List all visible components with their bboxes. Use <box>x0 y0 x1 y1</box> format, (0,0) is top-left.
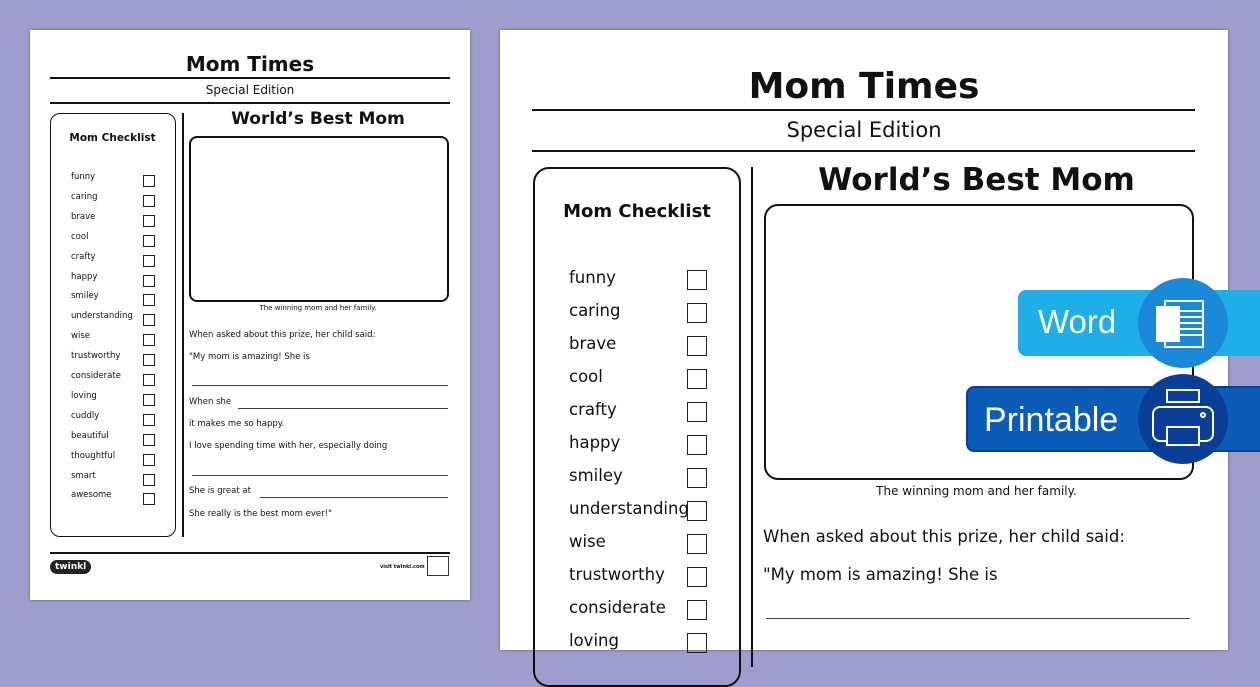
checkbox[interactable] <box>143 294 155 306</box>
badge-icon <box>427 556 449 576</box>
checklist-item: cool <box>71 231 89 242</box>
checklist-item: caring <box>569 301 621 320</box>
checkbox[interactable] <box>143 314 155 326</box>
prompt-line: She really is the best mom ever!" <box>189 509 332 519</box>
checkbox[interactable] <box>143 235 155 247</box>
checkbox[interactable] <box>687 600 707 620</box>
checklist-box <box>50 113 176 537</box>
checklist-item: understanding <box>569 499 689 518</box>
page-title: Mom Times <box>748 66 980 107</box>
checkbox[interactable] <box>687 435 707 455</box>
subtitle: Special Edition <box>205 83 295 97</box>
checkbox[interactable] <box>687 270 707 290</box>
checklist-item: funny <box>71 172 96 182</box>
feature-title: World’s Best Mom <box>231 109 405 129</box>
divider <box>50 102 450 104</box>
prompt-line: "My mom is amazing! She is <box>189 352 310 362</box>
answer-line[interactable] <box>260 497 448 498</box>
divider <box>751 167 753 667</box>
answer-line[interactable] <box>766 618 1190 619</box>
prompt-line: When asked about this prize, her child said: <box>189 330 376 340</box>
checklist-item: happy <box>569 433 621 452</box>
divider <box>532 150 1195 152</box>
prompt-line: I love spending time with her, especially doing <box>189 441 388 451</box>
printable-label: Printable <box>984 401 1119 439</box>
checklist-item: understanding <box>71 311 133 322</box>
checkbox[interactable] <box>143 334 155 346</box>
checklist-item: beautiful <box>71 430 109 441</box>
checkbox[interactable] <box>687 633 707 653</box>
checklist-item: smiley <box>569 466 623 485</box>
checkbox[interactable] <box>143 394 155 406</box>
checkbox[interactable] <box>143 374 155 386</box>
checkbox[interactable] <box>143 215 155 227</box>
checkbox[interactable] <box>687 468 707 488</box>
checklist-box <box>533 167 741 687</box>
checklist-item: trustworthy <box>569 565 665 584</box>
checkbox[interactable] <box>687 336 707 356</box>
checkbox[interactable] <box>143 195 155 207</box>
footer-divider <box>50 552 450 554</box>
checklist-item: smiley <box>71 291 99 302</box>
checkbox[interactable] <box>143 255 155 267</box>
checklist-item: considerate <box>569 598 666 617</box>
checklist-item: brave <box>569 334 617 353</box>
checklist-item: crafty <box>569 400 617 419</box>
checklist-item: happy <box>71 271 98 282</box>
checkbox[interactable] <box>687 402 707 422</box>
checkbox[interactable] <box>687 567 707 587</box>
worksheet-thumbnail[interactable] <box>30 30 470 600</box>
divider <box>50 77 450 79</box>
divider <box>532 109 1195 111</box>
checkbox[interactable] <box>143 474 155 486</box>
checklist-item: cool <box>569 367 603 386</box>
prompt-line: When asked about this prize, her child said: <box>763 527 1125 546</box>
twinkl-logo: twinkl <box>50 560 91 574</box>
checklist-item: loving <box>71 390 97 401</box>
subtitle: Special Edition <box>786 118 942 142</box>
checklist-item: wise <box>71 331 90 342</box>
checklist-title: Mom Checklist <box>69 132 156 144</box>
word-icon <box>1138 278 1228 368</box>
word-label: Word <box>1038 303 1117 340</box>
prompt-line: When she <box>189 397 232 407</box>
checklist-item: trustworthy <box>71 351 121 362</box>
checklist-item: funny <box>569 268 616 287</box>
checklist-item: wise <box>569 532 606 551</box>
checkbox[interactable] <box>687 501 707 521</box>
checkbox[interactable] <box>143 275 155 287</box>
checklist-title: Mom Checklist <box>563 201 711 222</box>
checkbox[interactable] <box>687 534 707 554</box>
checklist-item: loving <box>569 631 619 650</box>
checklist-item: smart <box>71 470 96 481</box>
checklist-item: cuddly <box>71 410 100 421</box>
checklist-item: crafty <box>71 251 96 262</box>
answer-line[interactable] <box>192 475 448 476</box>
checkbox[interactable] <box>143 175 155 187</box>
checkbox[interactable] <box>687 369 707 389</box>
prompt-line: "My mom is amazing! She is <box>763 565 998 584</box>
checkbox[interactable] <box>143 434 155 446</box>
checkbox[interactable] <box>143 354 155 366</box>
checkbox[interactable] <box>143 493 155 505</box>
answer-line[interactable] <box>192 385 448 386</box>
feature-title: World’s Best Mom <box>818 162 1135 198</box>
checkbox[interactable] <box>687 303 707 323</box>
checklist-item: awesome <box>71 490 112 501</box>
checklist-item: thoughtful <box>71 450 116 461</box>
checklist-item: brave <box>71 211 96 222</box>
caption: The winning mom and her family. <box>259 304 377 312</box>
answer-line[interactable] <box>238 408 448 409</box>
divider <box>182 113 184 537</box>
checkbox[interactable] <box>143 414 155 426</box>
caption: The winning mom and her family. <box>876 484 1077 498</box>
checkbox[interactable] <box>143 454 155 466</box>
footer-url: visit twinkl.com <box>380 564 425 570</box>
prompt-line: it makes me so happy. <box>189 419 285 429</box>
printer-icon <box>1138 374 1228 464</box>
photo-box <box>189 136 449 302</box>
prompt-line: She is great at <box>189 486 251 496</box>
checklist-item: considerate <box>71 371 121 381</box>
page-title: Mom Times <box>185 52 315 76</box>
checklist-item: caring <box>71 191 98 202</box>
